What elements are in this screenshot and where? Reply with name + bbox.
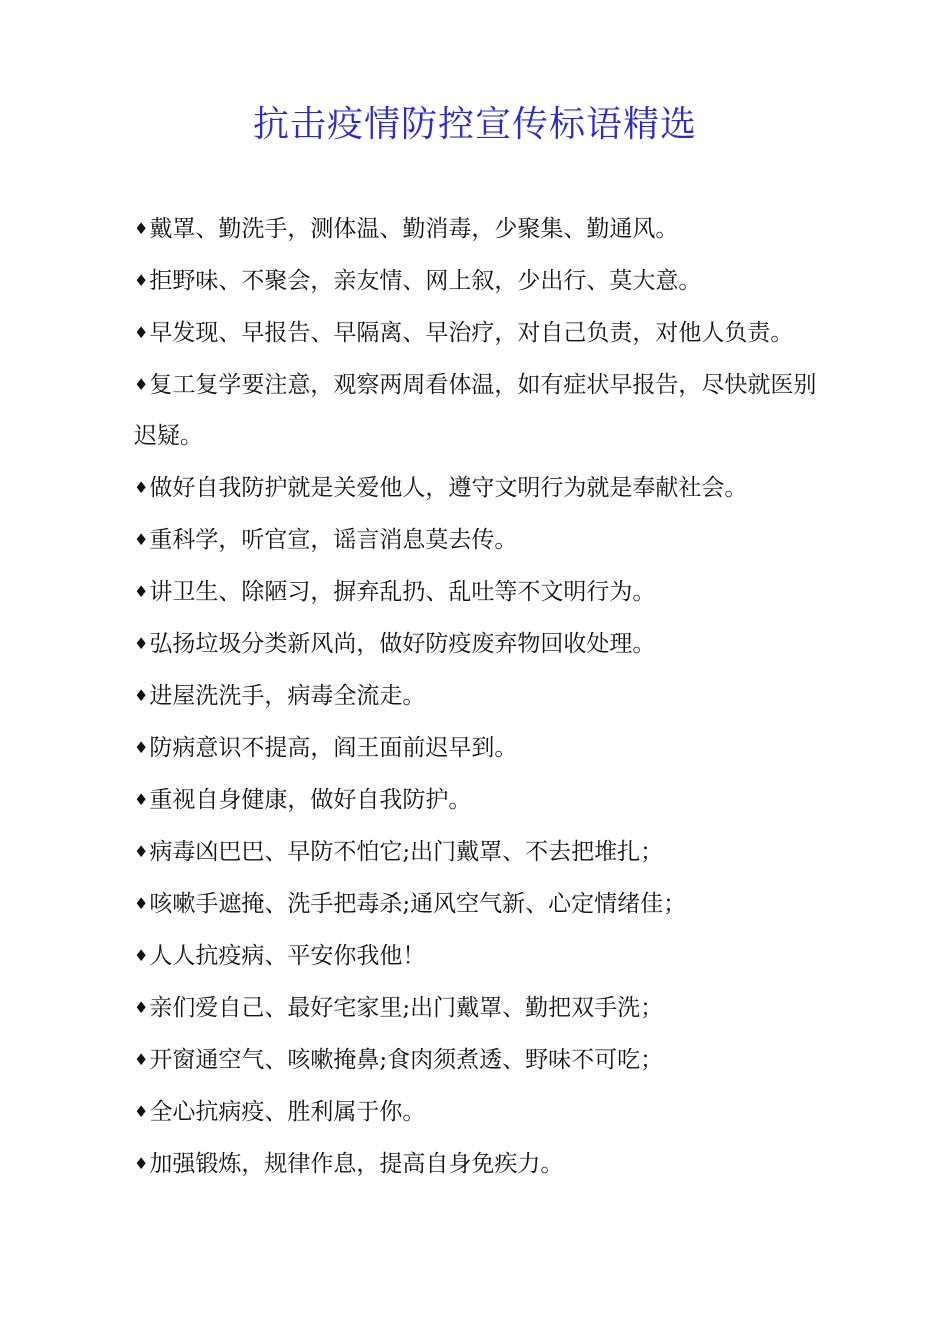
- list-item: [134, 566, 820, 618]
- diamond-bullet-icon: ♦: [134, 790, 149, 809]
- slogan-text: 重视自身健康，做好自我防护。: [149, 787, 472, 813]
- list-item: [134, 722, 820, 774]
- slogan-text: 防病意识不提高，阎王面前迟早到。: [149, 735, 518, 761]
- list-item: [134, 307, 820, 359]
- list-item: [134, 1034, 820, 1086]
- slogan-text: 早发现、早报告、早隔离、早治疗，对自己负责，对他人负责。: [149, 320, 794, 346]
- slogan-text: 加强锻炼，规律作息，提高自身免疾力。: [149, 1151, 564, 1177]
- slogan-text: 开窗通空气、咳嗽掩鼻;食肉须煮透、野味不可吃；: [149, 1047, 664, 1073]
- slogan-text: 弘扬垃圾分类新风尚，做好防疫废弃物回收处理。: [149, 631, 656, 657]
- diamond-bullet-icon: ♦: [134, 686, 149, 705]
- list-item: [134, 255, 820, 307]
- slogan-text: 复工复学要注意，观察两周看体温，如有症状早报告，尽快就医别迟疑。: [134, 372, 817, 449]
- list-item: [134, 826, 820, 878]
- diamond-bullet-icon: ♦: [134, 219, 149, 238]
- list-item: [134, 462, 820, 514]
- slogan-text: 重科学，听官宣，谣言消息莫去传。: [149, 527, 518, 553]
- diamond-bullet-icon: ♦: [134, 582, 149, 601]
- diamond-bullet-icon: ♦: [134, 530, 149, 549]
- diamond-bullet-icon: ♦: [134, 271, 149, 290]
- page-title: 抗击疫情防控宣传标语精选: [252, 104, 697, 145]
- slogan-text: 人人抗疫病、平安你我他！: [149, 943, 426, 969]
- list-item: [134, 1086, 820, 1138]
- list-item: [134, 203, 820, 255]
- list-item: [134, 1138, 820, 1190]
- slogan-text: 戴罩、勤洗手，测体温、勤消毒，少聚集、勤通风。: [149, 216, 679, 242]
- list-item: [134, 618, 820, 670]
- diamond-bullet-icon: ♦: [134, 323, 149, 342]
- diamond-bullet-icon: ♦: [134, 738, 149, 757]
- diamond-bullet-icon: ♦: [134, 634, 149, 653]
- list-item: [134, 930, 820, 982]
- slogan-text: 咳嗽手遮掩、洗手把毒杀;通风空气新、心定情绪佳；: [149, 891, 687, 917]
- slogan-text: 拒野味、不聚会，亲友情、网上叙，少出行、莫大意。: [149, 268, 702, 294]
- diamond-bullet-icon: ♦: [134, 1050, 149, 1069]
- list-item: [134, 982, 820, 1034]
- list-item: [134, 878, 820, 930]
- diamond-bullet-icon: ♦: [134, 946, 149, 965]
- diamond-bullet-icon: ♦: [134, 478, 149, 497]
- slogan-list: [134, 203, 820, 1190]
- diamond-bullet-icon: ♦: [134, 894, 149, 913]
- list-item: [134, 359, 820, 462]
- list-item: [134, 774, 820, 826]
- slogan-text: 全心抗病疫、胜利属于你。: [149, 1099, 426, 1125]
- diamond-bullet-icon: ♦: [134, 842, 149, 861]
- slogan-text: 病毒凶巴巴、早防不怕它;出门戴罩、不去把堆扎；: [149, 839, 664, 865]
- list-item: [134, 514, 820, 566]
- diamond-bullet-icon: ♦: [134, 1154, 149, 1173]
- slogan-text: 进屋洗洗手，病毒全流走。: [149, 683, 426, 709]
- diamond-bullet-icon: ♦: [134, 375, 149, 394]
- slogan-text: 做好自我防护就是关爱他人，遵守文明行为就是奉献社会。: [149, 475, 748, 501]
- diamond-bullet-icon: ♦: [134, 1102, 149, 1121]
- slogan-text: 讲卫生、除陋习，摒弃乱扔、乱吐等不文明行为。: [149, 579, 656, 605]
- diamond-bullet-icon: ♦: [134, 998, 149, 1017]
- slogan-text: 亲们爱自己、最好宅家里;出门戴罩、勤把双手洗；: [149, 995, 664, 1021]
- list-item: [134, 670, 820, 722]
